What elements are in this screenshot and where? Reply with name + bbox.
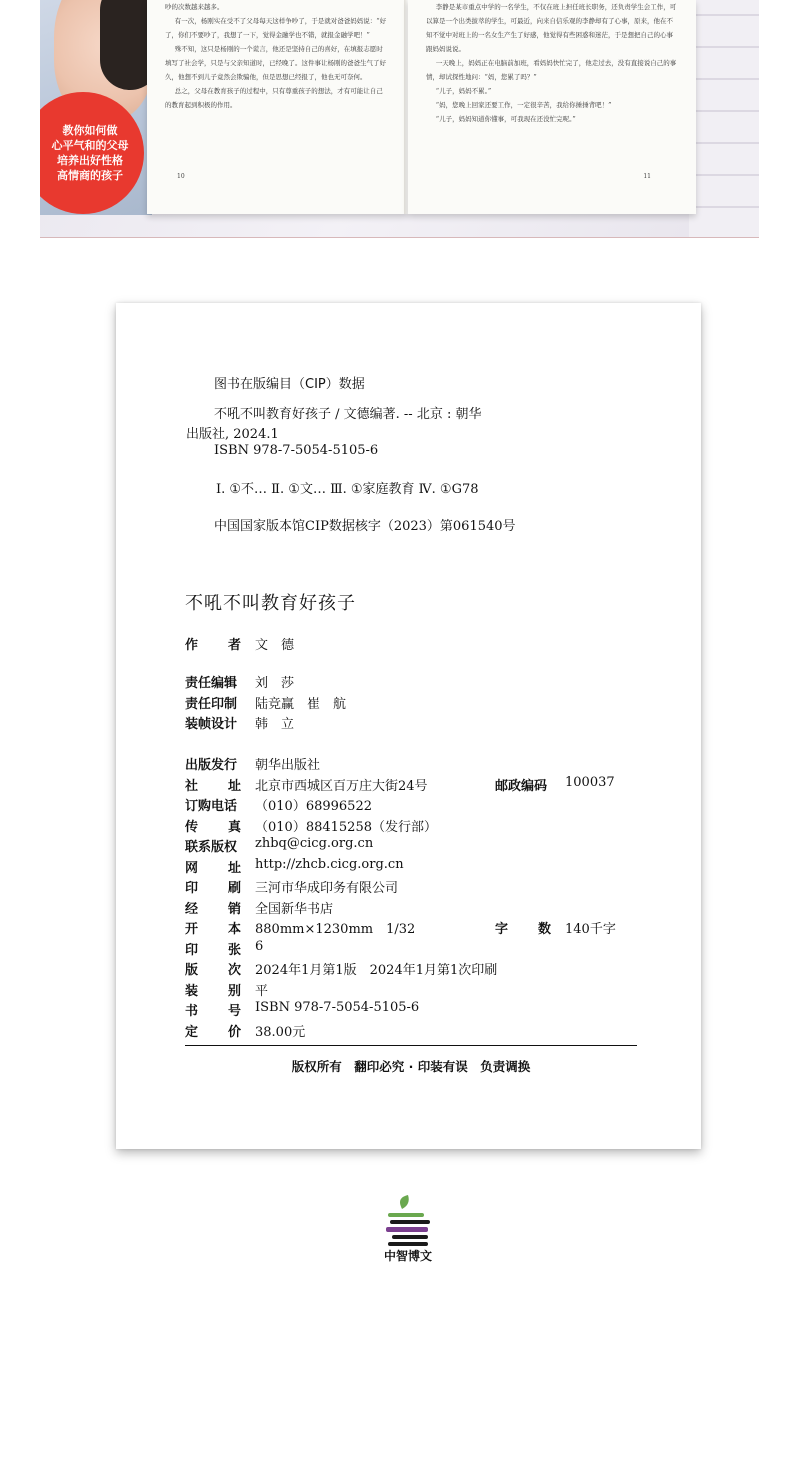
row-value: 北京市西城区百万庄大街24号: [255, 779, 428, 794]
imprint-row: [185, 754, 320, 773]
row-value-secondary: 140千字: [565, 922, 616, 937]
row-value-secondary: 100037: [565, 775, 615, 790]
row-label: 出版发行: [185, 758, 238, 773]
row-label: 作 者: [185, 638, 241, 653]
row-value: zhbq@cicg.org.cn: [255, 836, 374, 851]
row-label: 传 真: [185, 820, 241, 835]
page-number: 11: [643, 173, 651, 180]
row-label: 经 销: [185, 902, 241, 917]
imprint-row: [185, 959, 497, 978]
row-label: 责任印制: [185, 697, 238, 712]
row-label: 开 本: [185, 922, 241, 937]
page-paragraph: “儿子，妈妈知道你懂事，可我现在还没忙完呢。”: [435, 115, 576, 123]
row-value: 2024年1月第1版 2024年1月第1次印刷: [255, 963, 498, 978]
brick-wall-background: [689, 0, 759, 238]
row-value: 全国新华书店: [255, 902, 334, 917]
open-book-right-page: [408, 0, 696, 214]
book-cover-strip: [40, 0, 152, 215]
imprint-row: [185, 877, 398, 896]
row-label: 网 址: [185, 861, 241, 876]
page-paragraph: 李静是某市重点中学的一名学生，不仅在班上担任班长职务，还负责学生会工作，可以算是一个出类拔萃的学生，可最近，向来自信乐观的李静却有了心事，原来，他在不知不觉中对班上的一名女生产生了好感，他觉得有些困惑和迷茫，于是想把自己的心事跟妈妈说说。: [426, 3, 677, 53]
row-label-secondary: 字 数: [495, 922, 551, 937]
row-label: 装 别: [185, 984, 241, 999]
credit-row: [185, 713, 294, 732]
row-value: 陆竞赢 崔 航: [255, 697, 347, 712]
row-value: ISBN 978-7-5054-5105-6: [255, 1000, 420, 1015]
copyright-page: [116, 303, 701, 1149]
row-label: 定 价: [185, 1025, 241, 1040]
page-paragraph: 殊不知，这只是杨刚的一个谎言，他还是坚持自己的喜好，在填报志愿时填写了社会学，只是与父亲知道时，已经晚了。这件事让杨刚的爸爸生气了好久，他想不到儿子竟然会欺骗他，但是思想已经报了，他也无可奈何。: [165, 45, 386, 81]
row-label: 装帧设计: [185, 717, 238, 732]
row-value: 韩 立: [255, 717, 295, 732]
row-value: 880mm×1230mm 1/32: [255, 922, 416, 937]
row-label: 版 次: [185, 963, 241, 978]
imprint-row: [185, 918, 616, 937]
credit-row: [185, 693, 346, 712]
row-value: 6: [255, 939, 264, 954]
divider-line: [185, 1045, 637, 1046]
imprint-row: [185, 816, 437, 835]
imprint-row: [185, 1000, 419, 1019]
rights-notice: 版权所有 翻印必究 · 印装有误 负责调换: [291, 1059, 531, 1074]
row-label: 印 张: [185, 943, 241, 958]
cip-isbn-line: ISBN 978-7-5054-5105-6: [214, 443, 379, 458]
imprint-row: [185, 980, 268, 999]
cip-record-number: 中国国家版本馆CIP数据核字（2023）第061540号: [214, 519, 516, 534]
cip-entry-line: 不吼不叫教育好孩子 / 文德编著. -- 北京 : 朝华: [214, 407, 482, 422]
imprint-row: [185, 939, 263, 958]
row-value: 三河市华成印务有限公司: [255, 881, 399, 896]
cip-classification-line: Ⅰ. ①不… Ⅱ. ①文… Ⅲ. ①家庭教育 Ⅳ. ①G78: [216, 482, 479, 497]
row-label: 印 刷: [185, 881, 241, 896]
badge-line: 培养出好性格: [57, 154, 123, 167]
open-book-left-page: [147, 0, 407, 214]
cip-heading: 图书在版编目（CIP）数据: [214, 377, 365, 392]
cip-entry-line: 出版社, 2024.1: [186, 427, 279, 442]
row-value: 刘 莎: [255, 676, 295, 691]
row-value: （010）68996522: [255, 799, 372, 814]
row-label: 书 号: [185, 1004, 241, 1019]
badge-line: 高情商的孩子: [57, 169, 123, 182]
imprint-row: [185, 857, 404, 876]
imprint-row: [185, 1021, 305, 1040]
book-title: 不吼不叫教育好孩子: [185, 593, 356, 614]
page-paragraph: 吵的次数越来越多。: [165, 3, 224, 11]
row-label: 联系版权: [185, 840, 238, 855]
publisher-logo-text: 中智博文: [384, 1249, 433, 1263]
row-value: 38.00元: [255, 1025, 306, 1040]
row-label: 社 址: [185, 779, 241, 794]
imprint-row: [185, 795, 372, 814]
imprint-row: [185, 836, 373, 855]
row-label: 责任编辑: [185, 676, 238, 691]
badge-line: 教你如何做: [62, 124, 118, 137]
credit-row: [185, 634, 294, 653]
book-photo: [40, 0, 759, 238]
imprint-row: [185, 775, 615, 794]
credit-row: [185, 672, 294, 691]
page-paragraph: 总之，父母在教育孩子的过程中，只有尊重孩子的想法，才有可能让自己的教育起到积极的作用。: [165, 87, 383, 109]
row-label-secondary: 邮政编码: [495, 779, 548, 794]
page-paragraph: 有一次，杨刚实在受不了父母每天这样争吵了，于是就对爸爸妈妈说：“好了，你们不要吵了，我想了一下，觉得金融学也不错，就报金融学吧！”: [165, 17, 387, 39]
page-number: 10: [177, 173, 185, 180]
row-label: 订购电话: [185, 799, 238, 814]
page-paragraph: “妈，您晚上回家还要工作，一定很辛苦，我给你捶捶背吧！”: [435, 101, 612, 109]
row-value: 文 德: [255, 638, 295, 653]
row-value: 平: [255, 984, 269, 999]
imprint-row: [185, 898, 333, 917]
row-value: （010）88415258（发行部）: [255, 820, 437, 835]
book-stack-icon: [380, 1195, 440, 1247]
page-paragraph: “儿子，妈妈不累。”: [435, 87, 492, 95]
badge-line: 心平气和的父母: [51, 139, 129, 152]
row-value: http://zhcb.cicg.org.cn: [255, 857, 404, 872]
row-value: 朝华出版社: [255, 758, 321, 773]
page-paragraph: 一天晚上，妈妈正在电脑前加班，看妈妈快忙完了，他走过去，没有直接说自己的事情，却试探性地问：“妈，您累了吗？”: [426, 59, 677, 81]
